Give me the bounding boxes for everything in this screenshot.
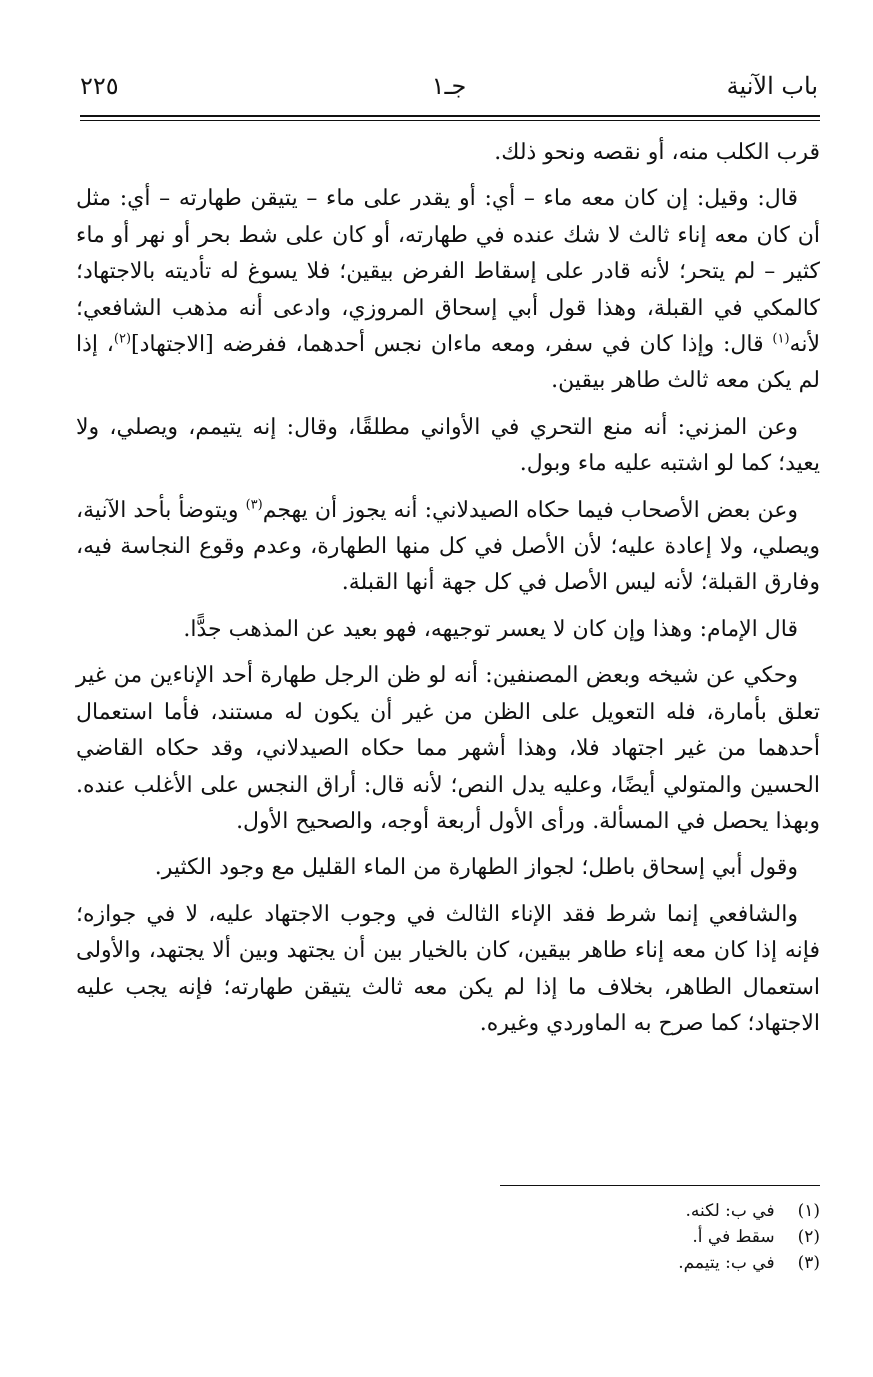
footnote	[80, 1198, 820, 1224]
paragraph-text: وعن بعض الأصحاب فيما حكاه الصيدلاني: أنه يجوز أن يهجم	[262, 497, 799, 523]
main-text	[76, 135, 820, 1052]
page-number: ٢٢٥	[80, 72, 119, 100]
footnote-ref: (٢)	[113, 331, 132, 347]
footnote	[80, 1250, 820, 1276]
paragraph	[76, 181, 820, 399]
chapter-title: باب الآنية	[726, 72, 818, 100]
paragraph: وحكي عن شيخه وبعض المصنفين: أنه لو ظن الرجل طهارة أحد الإناءين من غير تعلق بأمارة، فله التعويل على الظن من غير أن يكون له مستند، فأما استعمال أحدهما من غير اجتهاد فلا، وهذا أشهر مما حكاه الصيدلاني، وقد حكاه القاضي الحسين والمتولي أيضًا، وعليه يدل النص؛ لأنه قال: أراق النجس على الأغلب عنده. وبهذا يحصل في المسألة. ورأى الأول أربعة أوجه، والصحيح الأول.	[76, 663, 820, 834]
footnote-text: في ب: لكنه.	[685, 1201, 775, 1221]
footnote-separator	[500, 1185, 820, 1186]
paragraph: وعن المزني: أنه منع التحري في الأواني مطلقًا، وقال: إنه يتيمم، ويصلي، ولا يعيد؛ كما لو اشتبه عليه ماء وبول.	[76, 414, 820, 477]
footnote-number: (٢)	[797, 1227, 820, 1247]
header-rule-thick	[80, 115, 820, 117]
paragraph	[76, 493, 820, 602]
footnote-number: (٣)	[797, 1253, 820, 1273]
footnote-text: في ب: يتيمم.	[678, 1253, 775, 1273]
paragraph: وقول أبي إسحاق باطل؛ لجواز الطهارة من الماء القليل مع وجود الكثير.	[154, 855, 798, 881]
footnote	[80, 1224, 820, 1250]
paragraph: قرب الكلب منه، أو نقصه ونحو ذلك.	[494, 140, 820, 165]
paragraph-text: ويتوضأ بأحد الآنية، ويصلي، ولا إعادة عليه؛ لأن الأصل في كل منها الطهارة، وعدم وقوع النجاسة فيه، وفارق القبلة؛ لأنه ليس الأصل في كل جهة أنها القبلة.	[76, 497, 820, 596]
footnotes	[80, 1198, 820, 1276]
running-header	[80, 72, 818, 112]
paragraph: قال الإمام: وهذا وإن كان لا يعسر توجيهه، فهو بعيد عن المذهب جدًّا.	[183, 616, 798, 642]
footnote-ref: (٣)	[245, 497, 263, 513]
footnote-number: (١)	[797, 1201, 820, 1221]
footnote-text: سقط في أ.	[692, 1227, 775, 1247]
paragraph-text: قال: وقيل: إن كان معه ماء – أي: أو يقدر على ماء – يتيقن طهارته – أي: مثل أن كان معه إناء ثالث لا شك عنده في طهارته، أو كان على شط بحر أو نهر أو ماء كثير – لم يتحر؛ لأنه قادر على إسقاط الفرض بيقين؛ فلا يسوغ له تأديته بالاجتهاد؛ كالمكي في القبلة، وهذا قول أبي إسحاق المروزي، وادعى أنه مذهب الشافعي؛ لأنه	[76, 186, 821, 358]
header-rule-thin	[80, 120, 820, 121]
paragraph-text: ، إذا لم يكن معه ثالث طاهر بيقين.	[76, 332, 820, 394]
footnote-ref: (١)	[772, 331, 790, 347]
volume-label: جـ١	[431, 72, 467, 100]
paragraph-text: قال: وإذا كان في سفر، ومعه ماءان نجس أحدهما، ففرضه [الاجتهاد]	[131, 332, 773, 358]
paragraph: والشافعي إنما شرط فقد الإناء الثالث في وجوب الاجتهاد عليه، لا في جوازه؛ فإنه إذا كان معه إناء طاهر بيقين، كان بالخيار بين أن يجتهد وبين ألا يجتهد، والأولى استعمال الطاهر، بخلاف ما إذا لم يكن معه ثالث يتيقن طهارته؛ فإنه يجب عليه الاجتهاد؛ كما صرح به الماوردي وغيره.	[76, 901, 820, 1036]
